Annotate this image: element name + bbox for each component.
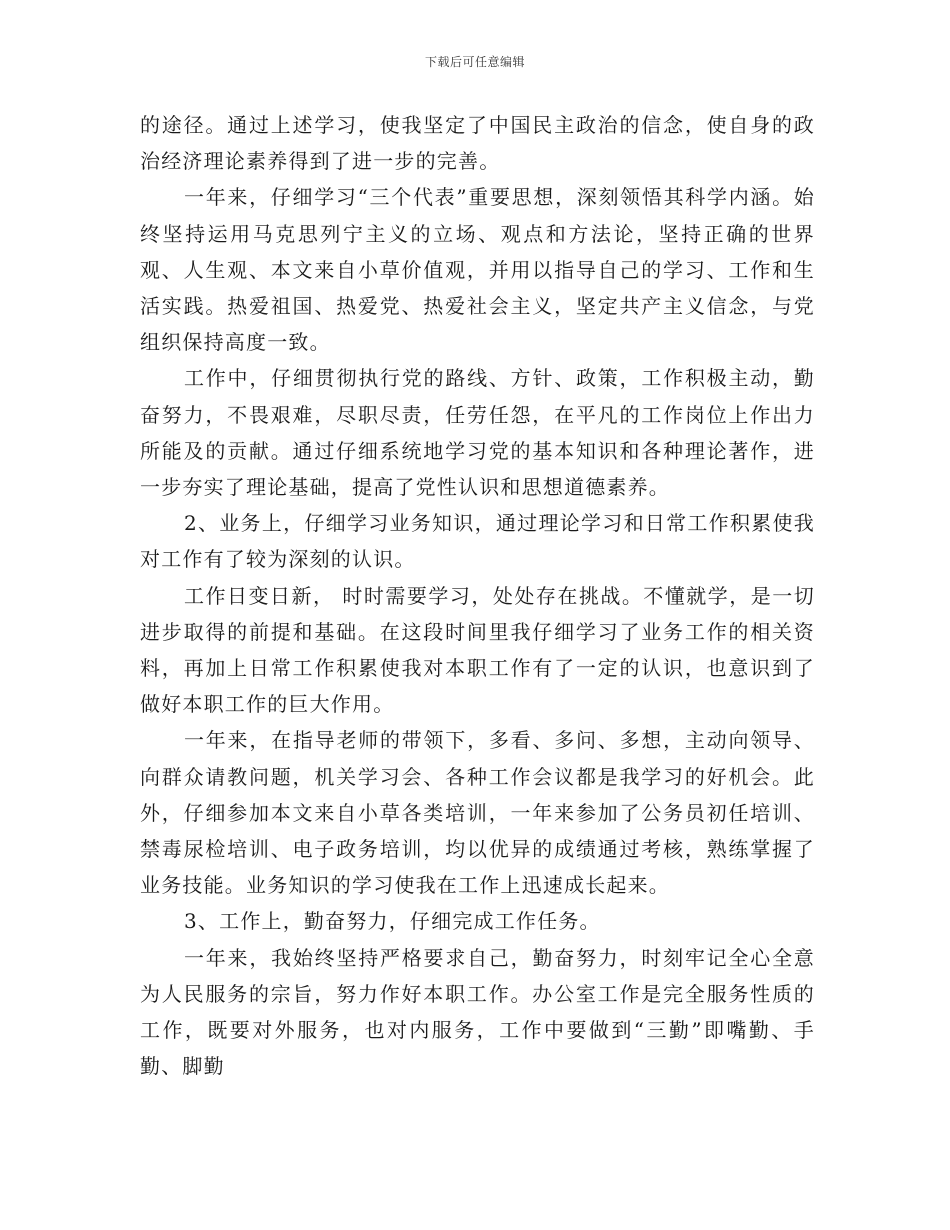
paragraph-3: 工作中，仔细贯彻执行党的路线、方针、政策，工作积极主动，勤奋努力，不畏艰难，尽职尽责，任劳任怨，在平凡的工作岗位上作出力所能及的贡献。通过仔细系统地学习党的基本知识和各种理论著作，进一步夯实了理论基础，提高了党性认识和思想道德素养。: [140, 366, 815, 500]
document-body: [140, 107, 815, 1084]
paragraph-7: 3、工作上，勤奋努力，仔细完成工作任务。: [184, 909, 601, 934]
paragraph-6: 一年来，在指导老师的带领下，多看、多问、多想，主动向领导、向群众请教问题，机关学习会、各种工作会议都是我学习的好机会。此外，仔细参加本文来自小草各类培训，一年来参加了公务员初任培训、禁毒尿检培训、电子政务培训，均以优异的成绩通过考核，熟练掌握了业务技能。业务知识的学习使我在工作上迅速成长起来。: [140, 728, 815, 898]
paragraph-5: 工作日变日新， 时时需要学习，处处存在挑战。不懂就学，是一切进步取得的前提和基础。在这段时间里我仔细学习了业务工作的相关资料，再加上日常工作积累使我对本职工作有了一定的认识，也意识到了做好本职工作的巨大作用。: [140, 583, 815, 717]
paragraph-8: 一年来，我始终坚持严格要求自己，勤奋努力，时刻牢记全心全意为人民服务的宗旨，努力作好本职工作。办公室工作是完全服务性质的工作，既要对外服务，也对内服务，工作中要做到“三勤”即嘴勤、手勤、脚勤: [140, 945, 815, 1079]
paragraph-1: 的途径。通过上述学习，使我坚定了中国民主政治的信念，使自身的政治经济理论素养得到了进一步的完善。: [140, 113, 815, 174]
page-header: 下载后可任意编辑: [424, 55, 525, 69]
paragraph-4: 2、业务上，仔细学习业务知识，通过理论学习和日常工作积累使我对工作有了较为深刻的认识。: [140, 511, 815, 572]
paragraph-2: 一年来，仔细学习“三个代表”重要思想，深刻领悟其科学内涵。始终坚持运用马克思列宁主义的立场、观点和方法论，坚持正确的世界观、人生观、本文来自小草价值观，并用以指导自己的学习、工作和生活实践。热爱祖国、热爱党、热爱社会主义，坚定共产主义信念，与党组织保持高度一致。: [140, 185, 815, 355]
